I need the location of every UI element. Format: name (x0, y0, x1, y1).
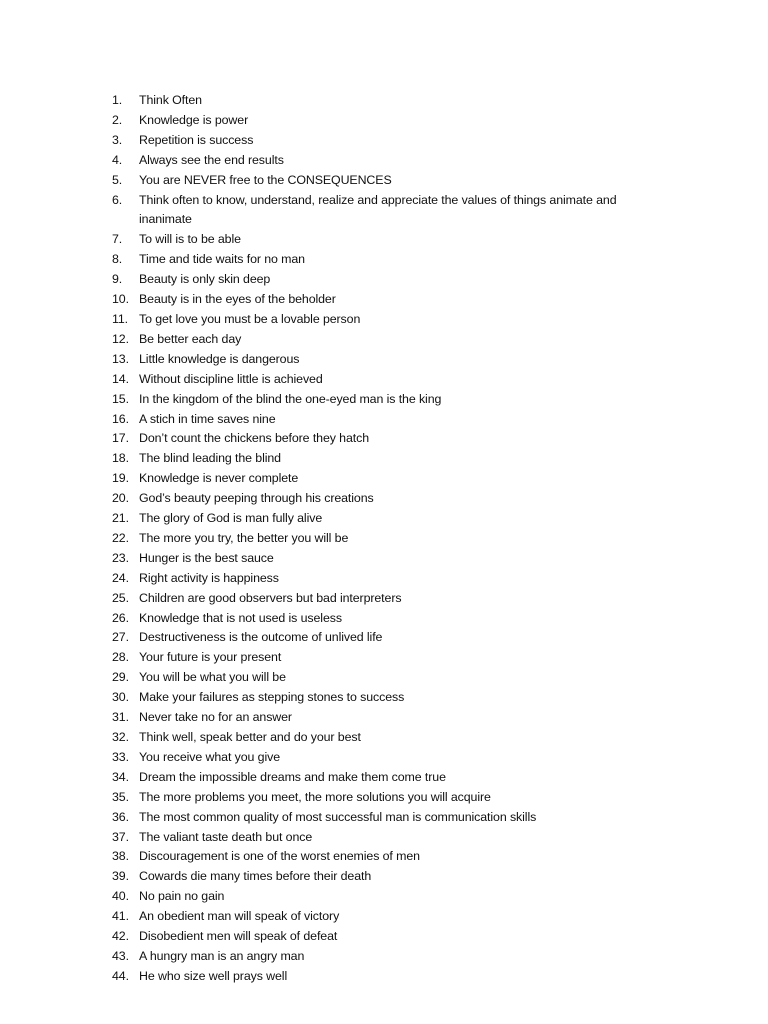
list-item (112, 370, 672, 390)
list-item (112, 708, 672, 728)
list-item (112, 330, 672, 350)
item-number: 11. (112, 311, 129, 326)
item-text: Time and tide waits for no man (139, 252, 305, 267)
item-number: 8. (112, 252, 123, 267)
item-text: Never take no for an answer (139, 710, 292, 725)
item-number: 40. (112, 889, 129, 904)
proverbs-list (112, 91, 672, 987)
list-item (112, 111, 672, 131)
item-text: Discouragement is one of the worst enemies of men (139, 849, 420, 864)
item-number: 26. (112, 610, 129, 625)
item-number: 31. (112, 710, 129, 725)
item-text: Think often to know, understand, realize and appreciate the values of things animate and inanimate (139, 192, 617, 227)
list-item (112, 449, 672, 469)
item-text: Think well, speak better and do your best (139, 730, 361, 744)
item-text: Beauty is in the eyes of the beholder (139, 292, 336, 307)
item-text: Be better each day (139, 331, 242, 346)
item-number: 35. (112, 789, 129, 804)
item-text: God’s beauty peeping through his creations (139, 491, 374, 506)
item-text: Repetition is success (139, 132, 254, 147)
item-number: 22. (112, 530, 129, 545)
list-item (112, 589, 672, 609)
list-item (112, 230, 672, 250)
list-item (112, 91, 672, 111)
item-number: 18. (112, 451, 129, 466)
item-text: Knowledge is power (139, 112, 249, 127)
list-item (112, 609, 672, 629)
list-item (112, 847, 672, 867)
item-number: 36. (112, 809, 129, 824)
list-item (112, 469, 672, 489)
item-text: Little knowledge is dangerous (139, 351, 300, 366)
list-item (112, 788, 672, 808)
item-number: 43. (112, 948, 129, 963)
item-number: 27. (112, 630, 129, 645)
list-item (112, 509, 672, 529)
item-number: 15. (112, 391, 129, 406)
item-text: Dream the impossible dreams and make them come true (139, 769, 446, 784)
list-item (112, 250, 672, 270)
item-text: Always see the end results (139, 152, 284, 167)
list-item (112, 748, 672, 768)
list-item (112, 529, 672, 549)
list-item (112, 151, 672, 171)
item-text: Knowledge is never complete (139, 471, 299, 486)
list-item (112, 549, 672, 569)
item-number: 38. (112, 849, 129, 864)
list-item (112, 390, 672, 410)
item-text: The more you try, the better you will be (139, 530, 349, 545)
list-item (112, 808, 672, 828)
item-text: No pain no gain (139, 889, 225, 904)
list-item (112, 350, 672, 370)
list-item (112, 628, 672, 648)
list-item (112, 270, 672, 290)
list-item (112, 728, 672, 748)
item-text: The most common quality of most successful man is communication skills (139, 809, 537, 824)
item-number: 6. (112, 192, 123, 207)
item-text: Right activity is happiness (139, 570, 279, 585)
item-number: 39. (112, 869, 129, 884)
item-text: Your future is your present (139, 650, 282, 665)
list-item (112, 927, 672, 947)
item-text: Think Often (139, 93, 202, 107)
item-text: You receive what you give (139, 749, 281, 764)
item-text: An obedient man will speak of victory (139, 909, 340, 924)
item-number: 21. (112, 511, 129, 526)
list-item (112, 828, 672, 848)
list-item (112, 768, 672, 788)
item-number: 10. (112, 292, 129, 307)
list-item (112, 310, 672, 330)
item-number: 20. (112, 491, 129, 506)
item-number: 32. (112, 730, 129, 744)
item-number: 16. (112, 411, 129, 426)
item-text: The more problems you meet, the more solutions you will acquire (139, 789, 491, 804)
item-text: Don’t count the chickens before they hatch (139, 431, 369, 446)
item-number: 13. (112, 351, 129, 366)
item-text: The blind leading the blind (139, 451, 281, 466)
item-number: 9. (112, 272, 123, 287)
item-text: He who size well prays well (139, 968, 288, 983)
list-item (112, 131, 672, 151)
item-number: 4. (112, 152, 123, 167)
item-text: You are NEVER free to the CONSEQUENCES (139, 172, 392, 187)
item-text: To will is to be able (139, 232, 241, 247)
item-number: 12. (112, 331, 129, 346)
item-text: Children are good observers but bad interpreters (139, 590, 402, 605)
item-number: 7. (112, 232, 123, 247)
list-item (112, 429, 672, 449)
list-item (112, 668, 672, 688)
item-text: A stich in time saves nine (139, 411, 276, 426)
item-number: 29. (112, 670, 129, 685)
item-number: 44. (112, 968, 129, 983)
item-number: 3. (112, 132, 123, 147)
list-item (112, 907, 672, 927)
item-text: Without discipline little is achieved (139, 371, 323, 386)
item-number: 19. (112, 471, 129, 486)
item-number: 37. (112, 829, 129, 844)
item-text: Make your failures as stepping stones to success (139, 690, 405, 705)
item-text: Knowledge that is not used is useless (139, 610, 342, 625)
list-item (112, 967, 672, 987)
item-number: 25. (112, 590, 129, 605)
list-item (112, 867, 672, 887)
item-text: A hungry man is an angry man (139, 948, 305, 963)
item-text: Cowards die many times before their death (139, 869, 372, 884)
item-text: To get love you must be a lovable person (139, 311, 361, 326)
list-item (112, 191, 672, 231)
item-number: 41. (112, 909, 129, 924)
item-text: The glory of God is man fully alive (139, 511, 323, 526)
list-item (112, 947, 672, 967)
item-number: 24. (112, 570, 129, 585)
item-number: 28. (112, 650, 129, 665)
item-number: 5. (112, 172, 123, 187)
item-text: You will be what you will be (139, 670, 286, 685)
item-number: 33. (112, 749, 129, 764)
list-item (112, 489, 672, 509)
item-number: 17. (112, 431, 129, 446)
list-item (112, 171, 672, 191)
item-number: 1. (112, 93, 123, 107)
item-number: 34. (112, 769, 129, 784)
item-number: 42. (112, 929, 129, 944)
item-number: 14. (112, 371, 129, 386)
item-text: The valiant taste death but once (139, 829, 313, 844)
list-item (112, 648, 672, 668)
item-text: Beauty is only skin deep (139, 272, 271, 287)
item-text: Disobedient men will speak of defeat (139, 929, 338, 944)
list-item (112, 688, 672, 708)
list-item (112, 410, 672, 430)
item-number: 23. (112, 550, 129, 565)
list-item (112, 290, 672, 310)
item-text: In the kingdom of the blind the one-eyed man is the king (139, 391, 442, 406)
item-number: 2. (112, 112, 123, 127)
list-item (112, 569, 672, 589)
item-number: 30. (112, 690, 129, 705)
item-text: Destructiveness is the outcome of unlived life (139, 630, 383, 645)
item-text: Hunger is the best sauce (139, 550, 274, 565)
list-item (112, 887, 672, 907)
